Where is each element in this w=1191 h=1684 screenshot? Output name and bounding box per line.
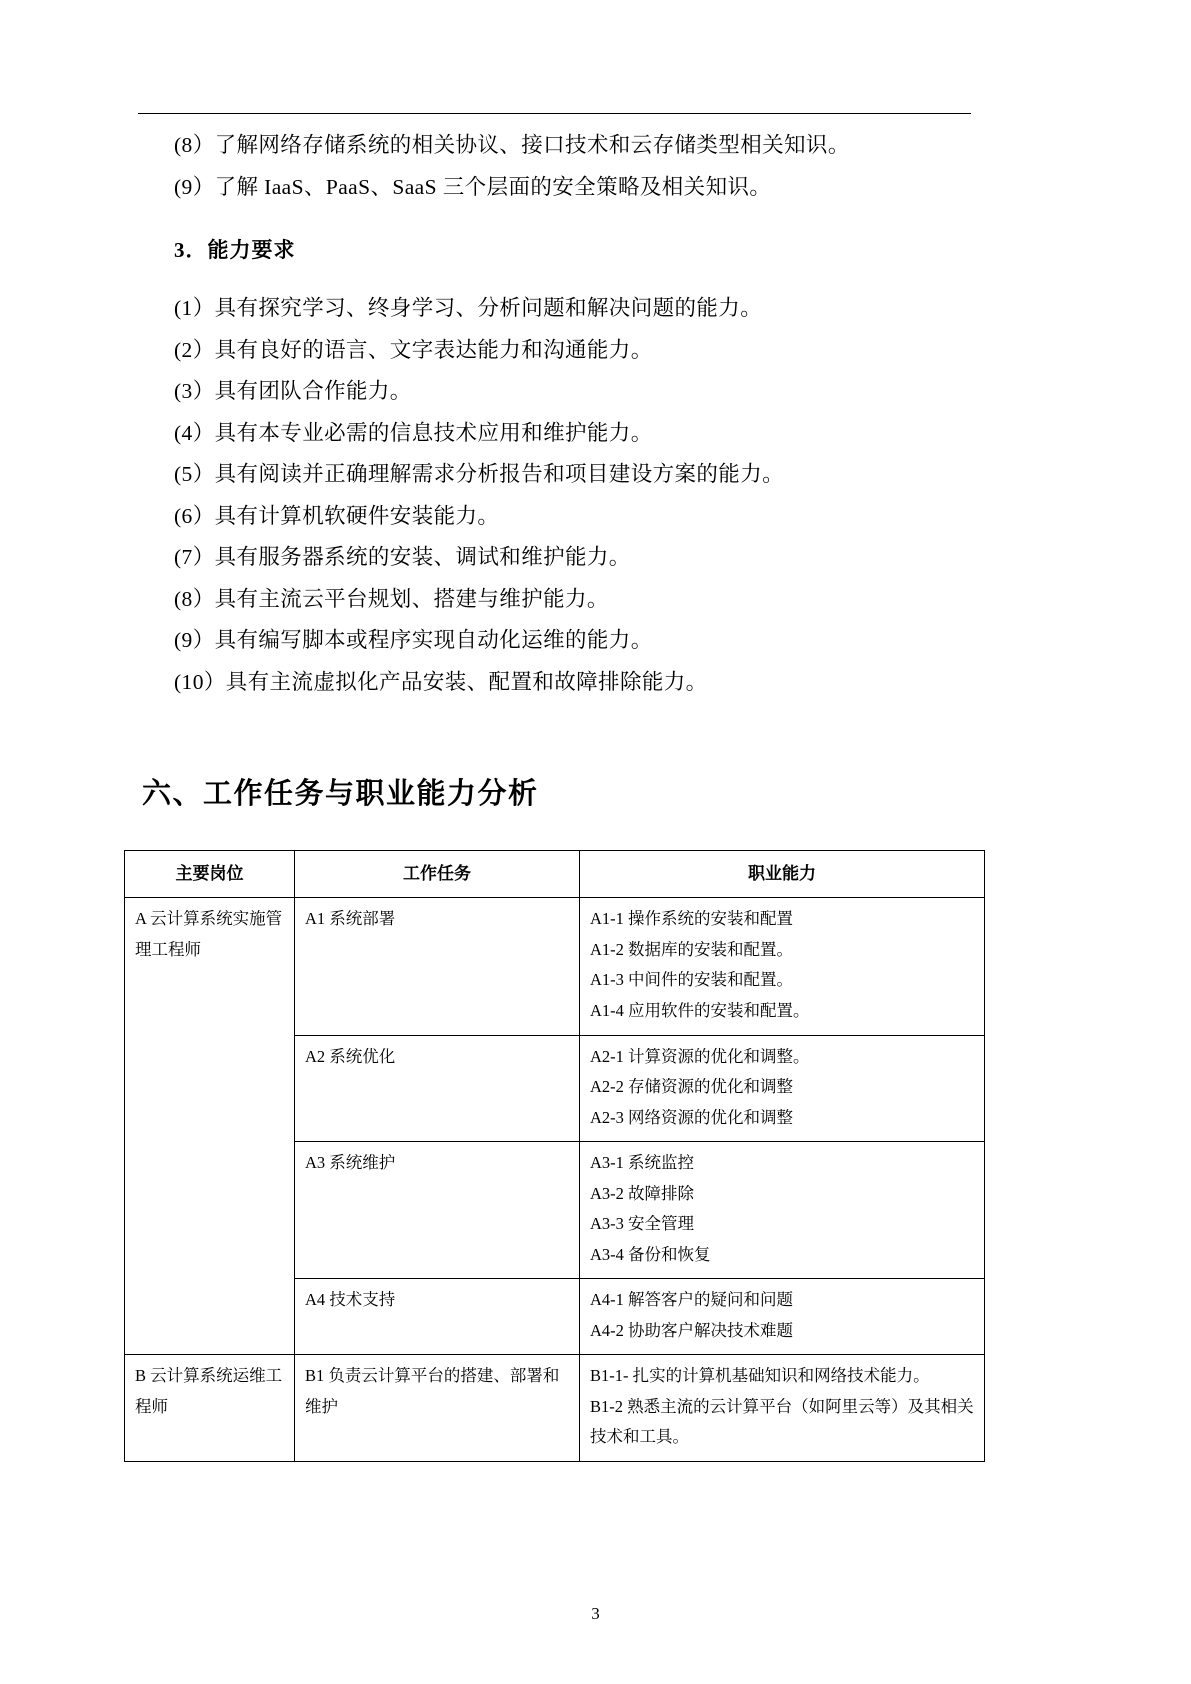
cell-task-a1: A1 系统部署 [295, 898, 580, 1035]
cell-task-a2: A2 系统优化 [295, 1035, 580, 1142]
cell-task-b1: B1 负责云计算平台的搭建、部署和维护 [295, 1355, 580, 1462]
ability-line: A4-1 解答客户的疑问和问题 [590, 1290, 794, 1310]
page-number: 3 [591, 1604, 600, 1623]
table-row [125, 898, 985, 1035]
knowledge-item: (8）了解网络存储系统的相关协议、接口技术和云存储类型相关知识。 [174, 133, 850, 157]
ability-item: (3）具有团队合作能力。 [174, 379, 412, 403]
ability-item: (7）具有服务器系统的安装、调试和维护能力。 [174, 545, 631, 569]
table-header-row [125, 851, 985, 898]
ability-line: A1-1 操作系统的安装和配置 [590, 909, 794, 929]
knowledge-item: (9）了解 IaaS、PaaS、SaaS 三个层面的安全策略及相关知识。 [174, 174, 772, 199]
ability-line: B1-2 熟悉主流的云计算平台（如阿里云等）及其相关技术和工具。 [590, 1396, 974, 1447]
ability-section-heading: 3．能力要求 [174, 238, 296, 262]
table-row [125, 1355, 985, 1462]
page-content [135, 133, 998, 1462]
ability-line: B1-1- 扎实的计算机基础知识和网络技术能力。 [590, 1366, 930, 1386]
ability-item: (5）具有阅读并正确理解需求分析报告和项目建设方案的能力。 [174, 462, 785, 486]
ability-item: (8）具有主流云平台规划、搭建与维护能力。 [174, 586, 609, 611]
cell-post-b: B 云计算系统运维工程师 [125, 1355, 295, 1462]
ability-item: (9）具有编写脚本或程序实现自动化运维的能力。 [174, 628, 653, 652]
cell-abilities-a1 [580, 898, 985, 1035]
ability-line: A3-3 安全管理 [590, 1214, 695, 1234]
cell-abilities-b1 [580, 1355, 985, 1462]
ability-line: A1-4 应用软件的安装和配置。 [590, 1000, 810, 1020]
ability-line: A1-3 中间件的安装和配置。 [590, 970, 794, 990]
ability-line: A3-4 备份和恢复 [590, 1244, 711, 1264]
cell-abilities-a4 [580, 1279, 985, 1355]
ability-item: (6）具有计算机软硬件安装能力。 [174, 503, 500, 528]
header-rule [138, 113, 971, 114]
analysis-section-heading: 六、工作任务与职业能力分析 [142, 778, 539, 810]
ability-line: A2-2 存储资源的优化和调整 [590, 1077, 794, 1097]
ability-item: (10）具有主流虚拟化产品安装、配置和故障排除能力。 [174, 669, 708, 694]
work-task-ability-table [124, 850, 985, 1462]
column-header-post: 主要岗位 [125, 851, 295, 898]
column-header-ability: 职业能力 [580, 851, 985, 898]
ability-line: A2-1 计算资源的优化和调整。 [590, 1046, 810, 1066]
cell-post-a: A 云计算系统实施管理工程师 [125, 898, 295, 1355]
cell-abilities-a2 [580, 1035, 985, 1142]
ability-line: A3-2 故障排除 [590, 1183, 695, 1203]
ability-line: A4-2 协助客户解决技术难题 [590, 1320, 794, 1340]
cell-task-a4: A4 技术支持 [295, 1279, 580, 1355]
ability-item: (2）具有良好的语言、文字表达能力和沟通能力。 [174, 337, 653, 362]
cell-abilities-a3 [580, 1142, 985, 1279]
cell-task-a3: A3 系统维护 [295, 1142, 580, 1279]
column-header-task: 工作任务 [295, 851, 580, 898]
ability-line: A3-1 系统监控 [590, 1153, 695, 1173]
ability-item: (1）具有探究学习、终身学习、分析问题和解决问题的能力。 [174, 296, 763, 320]
ability-line: A1-2 数据库的安装和配置。 [590, 939, 794, 959]
ability-item: (4）具有本专业必需的信息技术应用和维护能力。 [174, 420, 653, 445]
ability-line: A2-3 网络资源的优化和调整 [590, 1107, 794, 1127]
